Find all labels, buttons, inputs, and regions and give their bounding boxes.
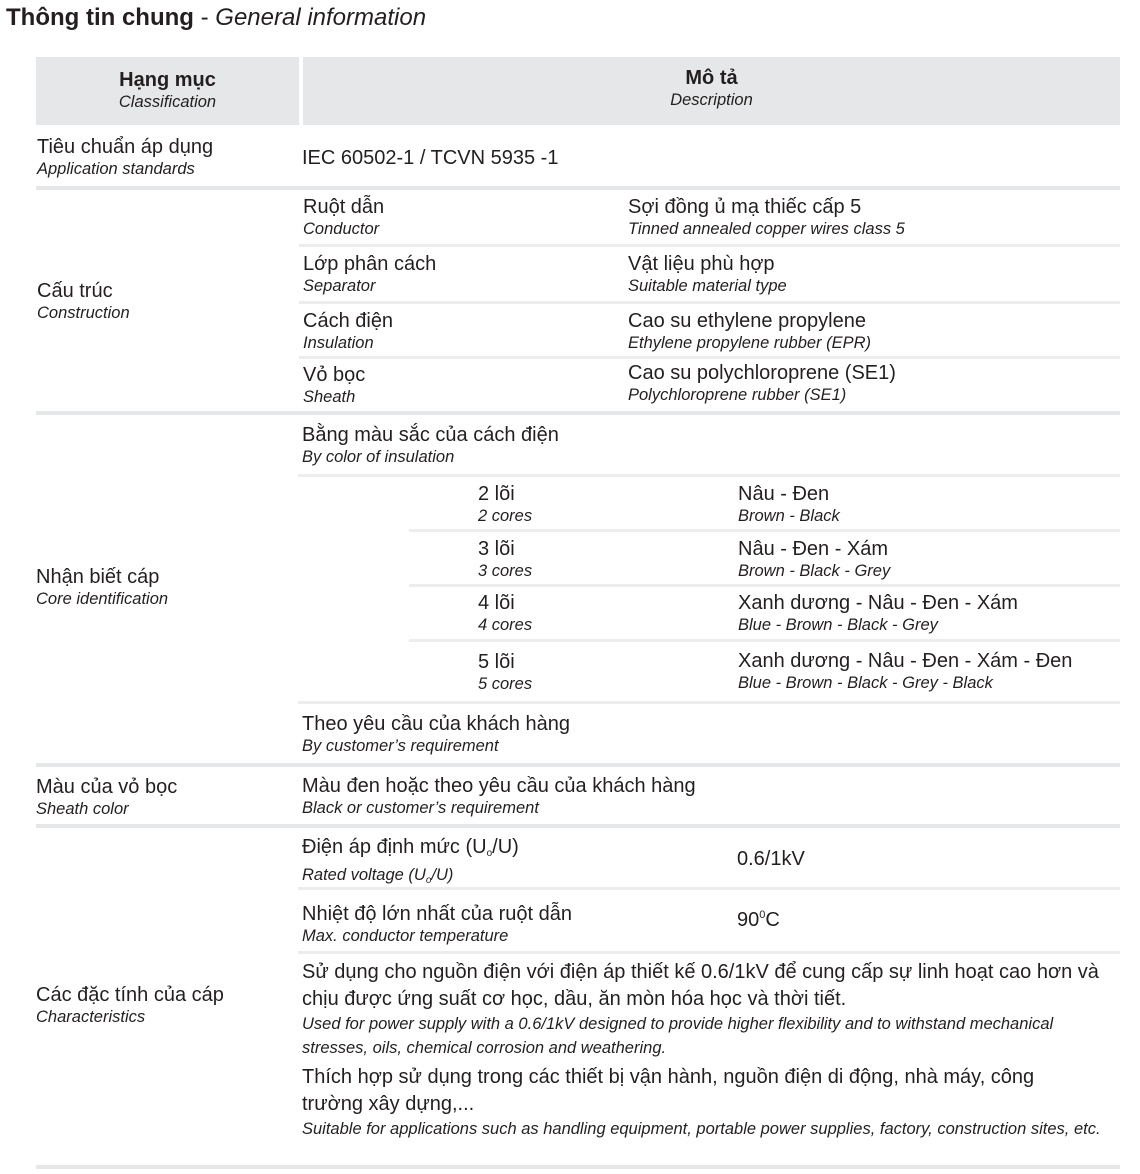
- header-classification: [36, 57, 299, 125]
- core-identification-label-vn: Nhận biết cáp: [36, 566, 160, 588]
- characteristics-label-en: Characteristics: [36, 1008, 146, 1026]
- header-description: [303, 57, 1120, 125]
- subscript-o: o: [425, 875, 432, 886]
- construction-item: [303, 196, 384, 239]
- row-divider: [36, 763, 1120, 767]
- row-divider: [298, 887, 1120, 890]
- max-temp-unit: C: [765, 909, 780, 931]
- construction-item-name-vn: Lớp phân cách: [303, 253, 437, 275]
- construction-item-value: [628, 310, 871, 353]
- construction-item-name-en: Separator: [303, 277, 376, 295]
- core-identification-intro-vn: Bằng màu sắc của cách điện: [302, 424, 559, 446]
- sheath-color-value-en: Black or customer’s requirement: [302, 799, 539, 817]
- construction-label: [37, 280, 130, 323]
- row-divider: [299, 301, 1120, 304]
- row-divider: [409, 639, 1120, 642]
- construction-item-value-vn: Sợi đồng ủ mạ thiếc cấp 5: [628, 196, 862, 218]
- core-count: [478, 538, 532, 581]
- sheath-color-label-en: Sheath color: [36, 800, 129, 818]
- header-description-vn: Mô tả: [685, 67, 738, 89]
- sheath-color-label-vn: Màu của vỏ bọc: [36, 776, 178, 798]
- sheath-color-value-vn: Màu đen hoặc theo yêu cầu của khách hàng: [302, 775, 696, 797]
- usage-2-en: Suitable for applications such as handling equipment, portable power supplies, factory, construction sites, etc.: [302, 1120, 1101, 1138]
- degree-sign: 0: [759, 909, 766, 921]
- rated-voltage-label-vn: [302, 836, 519, 865]
- section-title-vn: Thông tin chung: [6, 4, 194, 31]
- core-count-en: 5 cores: [478, 675, 533, 693]
- core-count-en: 4 cores: [478, 616, 533, 634]
- construction-item-value-vn: Vật liệu phù hợp: [628, 253, 775, 275]
- sheath-color-value: [302, 775, 696, 818]
- row-divider: [298, 701, 1120, 704]
- core-identification-label-en: Core identification: [36, 590, 169, 608]
- core-colors-vn: Nâu - Đen - Xám: [738, 538, 889, 560]
- usage-paragraph-2: [302, 1064, 1102, 1142]
- construction-item-value-en: Suitable material type: [628, 277, 787, 295]
- table-bottom-divider: [36, 1165, 1120, 1169]
- construction-item-value-en: Ethylene propylene rubber (EPR): [628, 334, 872, 352]
- core-colors-vn: Xanh dương - Nâu - Đen - Xám: [738, 592, 1018, 614]
- core-colors: [738, 592, 1018, 635]
- rated-voltage-en-post: /U): [431, 866, 454, 884]
- construction-item-name-vn: Ruột dẫn: [303, 196, 385, 218]
- core-colors-en: Brown - Black: [738, 507, 840, 525]
- core-identification-intro: [302, 424, 559, 467]
- core-colors-vn: Nâu - Đen: [738, 483, 830, 505]
- core-identification-label: [36, 566, 168, 609]
- row-divider: [299, 356, 1120, 359]
- core-count-en: 2 cores: [478, 507, 533, 525]
- construction-item: [303, 364, 365, 407]
- row-divider: [298, 951, 1120, 954]
- row-divider: [409, 584, 1120, 587]
- construction-item-name-vn: Cách điện: [303, 310, 394, 332]
- rated-voltage-value: 0.6/1kV: [737, 848, 805, 870]
- core-colors-en: Blue - Brown - Black - Grey: [738, 616, 938, 634]
- core-count-vn: 2 lõi: [478, 483, 515, 505]
- max-temp-label-en: Max. conductor temperature: [302, 927, 509, 945]
- core-count: [478, 483, 532, 526]
- core-count-en: 3 cores: [478, 562, 533, 580]
- rated-voltage-vn-post: /U): [492, 836, 519, 858]
- row-divider: [298, 474, 1120, 477]
- standards-label: [37, 136, 213, 179]
- title-dash: -: [193, 4, 216, 31]
- core-count: [478, 592, 532, 635]
- construction-item: [303, 310, 393, 353]
- construction-item-value-en: Polychloroprene rubber (SE1): [628, 386, 847, 404]
- core-count-vn: 4 lõi: [478, 592, 515, 614]
- core-identification-custom: [302, 713, 570, 756]
- row-divider: [409, 529, 1120, 532]
- max-temp-number: 90: [737, 909, 760, 931]
- row-divider: [36, 411, 1120, 415]
- header-classification-vn: Hạng mục: [119, 69, 216, 91]
- sheath-color-label: [36, 776, 177, 819]
- header-description-en: Description: [670, 91, 753, 109]
- usage-2-vn: Thích hợp sử dụng trong các thiết bị vận hành, nguồn điện di động, nhà máy, công trường xây dựng,...: [302, 1066, 1035, 1115]
- construction-label-en: Construction: [37, 304, 130, 322]
- standards-label-vn: Tiêu chuẩn áp dụng: [37, 136, 214, 158]
- construction-item-value: [628, 362, 896, 405]
- usage-1-en: Used for power supply with a 0.6/1kV designed to provide higher flexibility and to withstand mechanical stresses, oils, chemical corrosion and weathering.: [302, 1015, 1054, 1057]
- usage-paragraph-1: [302, 959, 1132, 1060]
- core-identification-custom-vn: Theo yêu cầu của khách hàng: [302, 713, 570, 735]
- core-colors-vn: Xanh dương - Nâu - Đen - Xám - Đen: [738, 650, 1073, 672]
- rated-voltage-label: [302, 836, 519, 891]
- usage-1-vn: Sử dụng cho nguồn điện với điện áp thiết kế 0.6/1kV để cung cấp sự linh hoạt cao hơn và chịu được ứng suất cơ học, dầu, ăn mòn hóa học và thời tiết.: [302, 961, 1099, 1010]
- construction-item: [303, 253, 436, 296]
- characteristics-label-vn: Các đặc tính của cáp: [36, 984, 224, 1006]
- construction-item-value-en: Tinned annealed copper wires class 5: [628, 220, 905, 238]
- row-divider: [299, 244, 1120, 247]
- core-count-vn: 5 lõi: [478, 651, 515, 673]
- row-divider: [36, 186, 1120, 190]
- rated-voltage-en-pre: Rated voltage (U: [302, 866, 426, 884]
- construction-item-value: [628, 196, 905, 239]
- subscript-o: o: [486, 848, 493, 859]
- rated-voltage-vn-pre: Điện áp định mức (U: [302, 836, 487, 858]
- construction-item-name-en: Conductor: [303, 220, 380, 238]
- max-temp-label-vn: Nhiệt độ lớn nhất của ruột dẫn: [302, 903, 572, 925]
- characteristics-label: [36, 984, 224, 1027]
- row-divider: [36, 824, 1120, 828]
- construction-item-value: [628, 253, 787, 296]
- construction-item-name-en: Insulation: [303, 334, 374, 352]
- core-colors: [738, 483, 840, 526]
- section-title-en: General information: [215, 4, 427, 31]
- core-identification-intro-en: By color of insulation: [302, 448, 455, 466]
- max-temp-label: [302, 903, 572, 946]
- core-colors: [738, 650, 1072, 693]
- core-colors-en: Blue - Brown - Black - Grey - Black: [738, 674, 993, 692]
- construction-item-value-vn: Cao su polychloroprene (SE1): [628, 362, 896, 384]
- construction-item-value-vn: Cao su ethylene propylene: [628, 310, 866, 332]
- core-count: [478, 651, 532, 694]
- standards-label-en: Application standards: [37, 160, 195, 178]
- core-count-vn: 3 lõi: [478, 538, 515, 560]
- core-colors-en: Brown - Black - Grey: [738, 562, 891, 580]
- construction-item-name-en: Sheath: [303, 388, 356, 406]
- core-colors: [738, 538, 890, 581]
- construction-label-vn: Cấu trúc: [37, 280, 113, 302]
- core-identification-custom-en: By customer’s requirement: [302, 737, 499, 755]
- header-classification-en: Classification: [118, 93, 217, 111]
- construction-item-name-vn: Vỏ bọc: [303, 364, 366, 386]
- max-temp-value: [737, 904, 780, 932]
- section-title: [6, 2, 426, 34]
- standards-value: IEC 60502-1 / TCVN 5935 -1: [302, 147, 559, 169]
